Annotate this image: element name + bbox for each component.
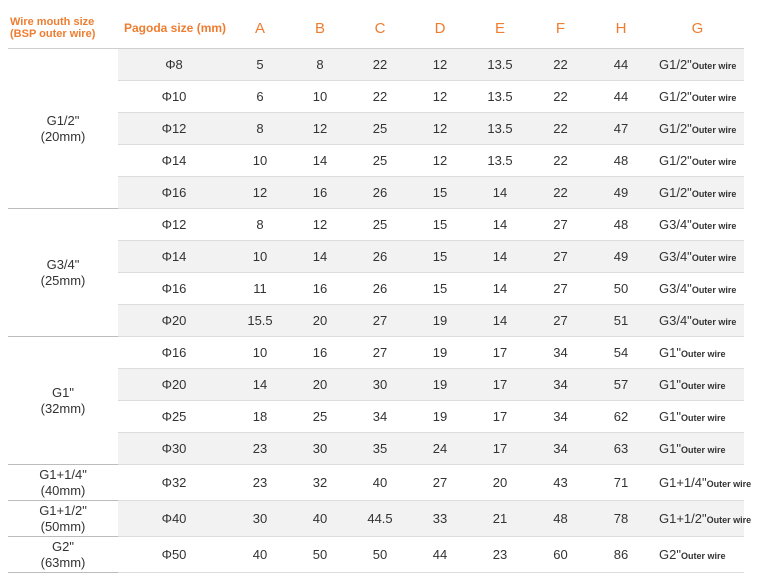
cell-f: 27 [530,273,591,305]
header-row [8,8,744,49]
g-size: G1/2" [659,185,692,200]
cell-f: 22 [530,177,591,209]
cell-a: 18 [230,401,290,433]
cell-c: 26 [350,273,410,305]
cell-e: 14 [470,273,530,305]
wire-size: G1+1/2" [39,502,87,518]
cell-d: 19 [410,305,470,337]
cell-b: 12 [290,209,350,241]
g-note: Outer wire [680,413,726,423]
cell-g [651,305,744,337]
header-wire-line1: Wire mouth size [10,16,95,28]
table-row [8,209,744,241]
cell-b: 10 [290,81,350,113]
cell-g [651,177,744,209]
cell-d: 19 [410,401,470,433]
cell-h: 62 [591,401,651,433]
cell-c: 25 [350,113,410,145]
g-size: G1+1/4" [659,475,707,490]
cell-g [651,81,744,113]
cell-c: 25 [350,209,410,241]
cell-g [651,49,744,81]
g-note: Outer wire [691,285,737,295]
cell-h: 48 [591,209,651,241]
header-c: C [350,8,410,49]
cell-pagoda: Φ16 [118,177,230,209]
cell-f: 22 [530,145,591,177]
cell-a: 6 [230,81,290,113]
cell-d: 44 [410,537,470,573]
cell-e: 14 [470,209,530,241]
cell-h: 54 [591,337,651,369]
wire-size: G1+1/4" [39,466,87,482]
cell-pagoda: Φ25 [118,401,230,433]
wire-size-group-cell [8,501,118,537]
cell-pagoda: Φ14 [118,241,230,273]
wire-size: G1/2" [46,112,80,128]
g-size: G1" [659,441,681,456]
table-row [8,81,744,113]
cell-d: 15 [410,241,470,273]
cell-d: 12 [410,81,470,113]
cell-a: 30 [230,501,290,537]
cell-b: 14 [290,145,350,177]
header-b: B [290,8,350,49]
cell-pagoda: Φ16 [118,273,230,305]
cell-pagoda: Φ40 [118,501,230,537]
cell-e: 17 [470,433,530,465]
cell-a: 8 [230,209,290,241]
cell-c: 22 [350,49,410,81]
wire-size-group-cell [8,465,118,501]
cell-e: 21 [470,501,530,537]
cell-b: 30 [290,433,350,465]
cell-b: 16 [290,273,350,305]
cell-b: 12 [290,113,350,145]
cell-f: 60 [530,537,591,573]
cell-e: 13.5 [470,49,530,81]
cell-h: 50 [591,273,651,305]
cell-b: 14 [290,241,350,273]
table-row [8,305,744,337]
header-a: A [230,8,290,49]
g-note: Outer wire [691,189,737,199]
cell-c: 50 [350,537,410,573]
cell-h: 51 [591,305,651,337]
cell-c: 26 [350,241,410,273]
cell-a: 5 [230,49,290,81]
table-row [8,537,744,573]
cell-b: 20 [290,305,350,337]
wire-size-group-cell [8,49,118,209]
cell-b: 20 [290,369,350,401]
cell-pagoda: Φ50 [118,537,230,573]
cell-d: 12 [410,145,470,177]
wire-size-mm: (40mm) [40,482,86,498]
header-e: E [470,8,530,49]
cell-a: 15.5 [230,305,290,337]
cell-g [651,145,744,177]
cell-h: 71 [591,465,651,501]
g-note: Outer wire [680,551,726,561]
g-size: G1" [659,409,681,424]
cell-g [651,273,744,305]
cell-h: 44 [591,49,651,81]
cell-a: 23 [230,465,290,501]
g-size: G3/4" [659,217,692,232]
cell-e: 14 [470,305,530,337]
cell-pagoda: Φ12 [118,113,230,145]
header-d: D [410,8,470,49]
cell-f: 22 [530,49,591,81]
g-note: Outer wire [691,93,737,103]
g-note: Outer wire [691,157,737,167]
cell-a: 11 [230,273,290,305]
g-note: Outer wire [691,253,737,263]
cell-pagoda: Φ20 [118,369,230,401]
cell-b: 50 [290,537,350,573]
cell-h: 63 [591,433,651,465]
cell-g [651,501,752,537]
cell-c: 34 [350,401,410,433]
cell-e: 20 [470,465,530,501]
cell-h: 57 [591,369,651,401]
cell-pagoda: Φ8 [118,49,230,81]
table-row [8,501,744,537]
cell-b: 32 [290,465,350,501]
cell-f: 22 [530,113,591,145]
cell-h: 44 [591,81,651,113]
spec-table [8,8,752,573]
cell-pagoda: Φ20 [118,305,230,337]
cell-c: 22 [350,81,410,113]
cell-e: 14 [470,177,530,209]
cell-f: 27 [530,241,591,273]
cell-c: 27 [350,305,410,337]
g-note: Outer wire [680,381,726,391]
cell-d: 15 [410,273,470,305]
cell-e: 14 [470,241,530,273]
cell-g [651,369,744,401]
header-f: F [530,8,591,49]
wire-size: G2" [52,538,74,554]
cell-c: 44.5 [350,501,410,537]
cell-a: 40 [230,537,290,573]
cell-a: 23 [230,433,290,465]
cell-g [651,113,744,145]
cell-g [651,537,744,573]
header-wire-mouth-size [8,8,118,49]
wire-size-group-cell [8,337,118,465]
g-size: G3/4" [659,249,692,264]
cell-e: 23 [470,537,530,573]
cell-a: 14 [230,369,290,401]
cell-a: 10 [230,241,290,273]
cell-pagoda: Φ10 [118,81,230,113]
cell-c: 40 [350,465,410,501]
cell-pagoda: Φ14 [118,145,230,177]
cell-f: 34 [530,433,591,465]
cell-e: 13.5 [470,113,530,145]
g-size: G3/4" [659,281,692,296]
g-size: G1" [659,345,681,360]
wire-size-mm: (63mm) [40,554,86,570]
cell-a: 8 [230,113,290,145]
cell-pagoda: Φ32 [118,465,230,501]
cell-a: 10 [230,337,290,369]
header-g: G [651,8,744,49]
cell-f: 27 [530,209,591,241]
g-size: G2" [659,547,681,562]
g-size: G1/2" [659,153,692,168]
g-size: G1/2" [659,57,692,72]
g-size: G1+1/2" [659,511,707,526]
cell-b: 16 [290,177,350,209]
table-row [8,49,744,81]
cell-d: 24 [410,433,470,465]
cell-d: 19 [410,337,470,369]
cell-g [651,337,744,369]
g-note: Outer wire [691,221,737,231]
cell-h: 49 [591,177,651,209]
header-pagoda-size: Pagoda size (mm) [118,8,230,49]
cell-d: 33 [410,501,470,537]
cell-c: 35 [350,433,410,465]
cell-f: 48 [530,501,591,537]
cell-c: 30 [350,369,410,401]
table-row [8,113,744,145]
cell-g [651,465,752,501]
table-row [8,145,744,177]
cell-c: 27 [350,337,410,369]
g-note: Outer wire [680,445,726,455]
cell-g [651,209,744,241]
table-body [8,49,752,573]
g-note: Outer wire [706,515,752,525]
cell-e: 17 [470,401,530,433]
table-row [8,337,744,369]
cell-f: 34 [530,401,591,433]
cell-b: 16 [290,337,350,369]
cell-b: 8 [290,49,350,81]
cell-a: 12 [230,177,290,209]
cell-c: 25 [350,145,410,177]
g-size: G1" [659,377,681,392]
wire-size-mm: (20mm) [40,128,86,144]
cell-e: 17 [470,337,530,369]
cell-e: 17 [470,369,530,401]
cell-f: 34 [530,337,591,369]
g-note: Outer wire [691,61,737,71]
wire-size-mm: (50mm) [40,518,86,534]
cell-pagoda: Φ12 [118,209,230,241]
cell-h: 78 [591,501,651,537]
table-row [8,369,744,401]
table-row [8,177,744,209]
table-row [8,241,744,273]
cell-b: 40 [290,501,350,537]
g-size: G1/2" [659,89,692,104]
cell-h: 49 [591,241,651,273]
cell-d: 27 [410,465,470,501]
wire-size-group-cell [8,537,118,573]
spec-table-container [8,8,752,573]
cell-f: 34 [530,369,591,401]
cell-pagoda: Φ30 [118,433,230,465]
cell-f: 27 [530,305,591,337]
cell-e: 13.5 [470,145,530,177]
wire-size: G1" [52,384,74,400]
wire-size: G3/4" [46,256,80,272]
cell-h: 48 [591,145,651,177]
g-note: Outer wire [680,349,726,359]
table-row [8,273,744,305]
cell-g [651,433,744,465]
table-row [8,433,744,465]
cell-pagoda: Φ16 [118,337,230,369]
cell-f: 22 [530,81,591,113]
cell-d: 12 [410,49,470,81]
cell-d: 15 [410,177,470,209]
cell-d: 15 [410,209,470,241]
cell-a: 10 [230,145,290,177]
cell-h: 47 [591,113,651,145]
cell-b: 25 [290,401,350,433]
g-size: G3/4" [659,313,692,328]
wire-size-group-cell [8,209,118,337]
g-note: Outer wire [691,317,737,327]
g-size: G1/2" [659,121,692,136]
header-h: H [591,8,651,49]
cell-g [651,401,744,433]
cell-e: 13.5 [470,81,530,113]
g-note: Outer wire [691,125,737,135]
table-row [8,401,744,433]
cell-h: 86 [591,537,651,573]
cell-g [651,241,744,273]
cell-c: 26 [350,177,410,209]
wire-size-mm: (25mm) [40,272,86,288]
cell-d: 12 [410,113,470,145]
table-row [8,465,744,501]
cell-f: 43 [530,465,591,501]
header-wire-line2: (BSP outer wire) [10,28,96,40]
g-note: Outer wire [706,479,752,489]
cell-d: 19 [410,369,470,401]
wire-size-mm: (32mm) [40,400,86,416]
